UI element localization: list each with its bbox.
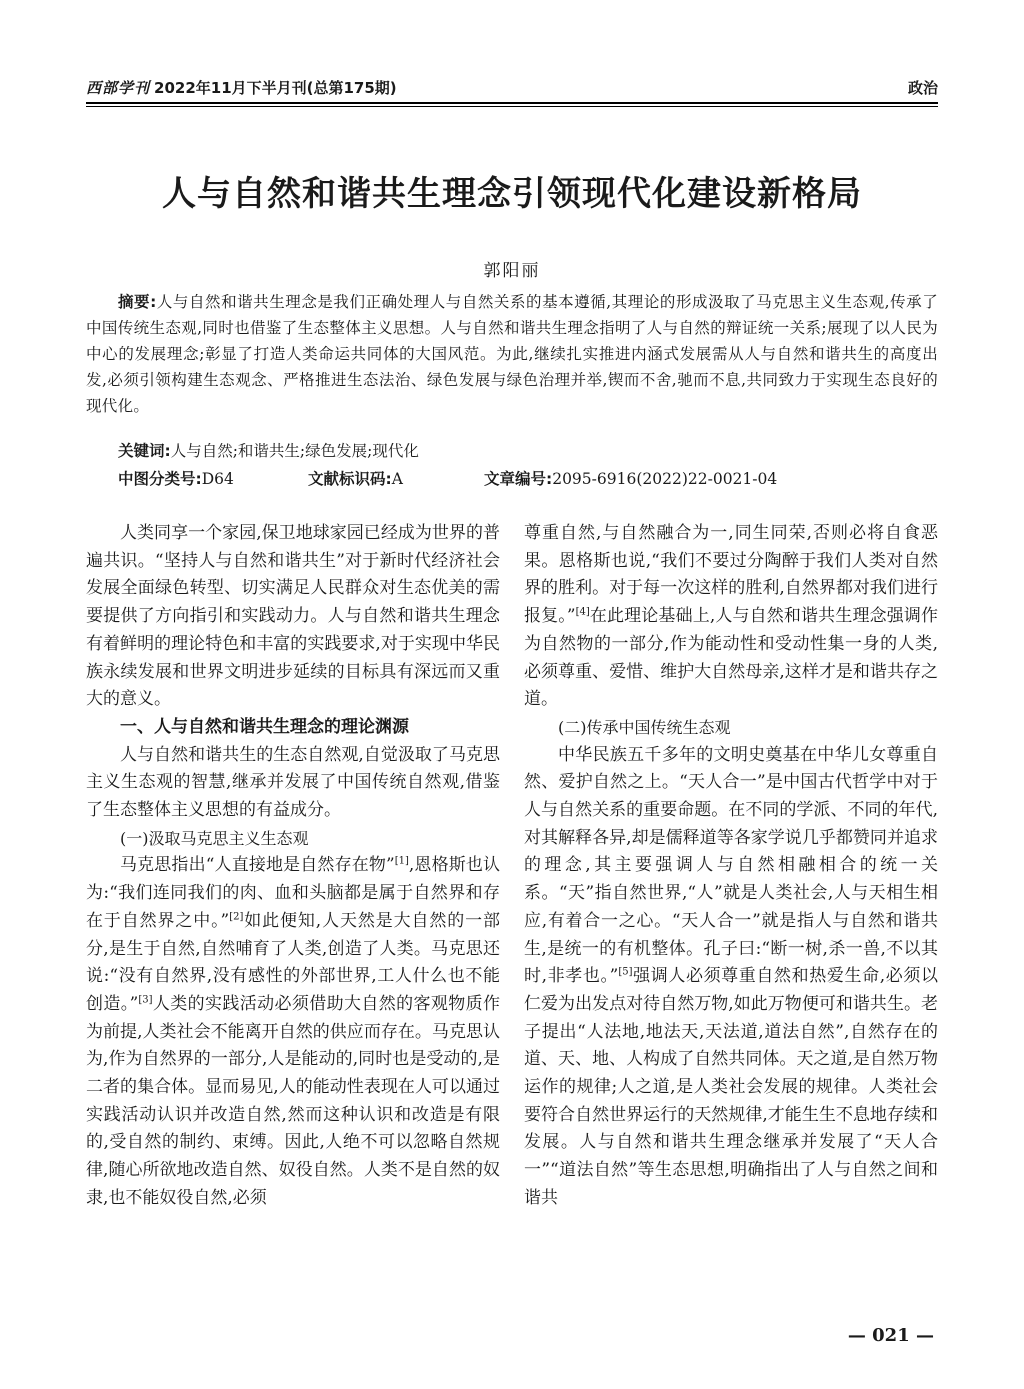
text-run: 强调人必须尊重自然和热爱生命,必须以仁爱为出发点对待自然万物,如此万物便可和谐共生。老子提出“人法地,地法天,天法道,道法自然”,自然存在的道、天、地、人构成了自然共同体。天之道,是自然万物运作的规律;人之道,是人类社会发展的规律。人类社会要符合自然世界运行的天然规律,才能生生不息地存续和发展。人与自然和谐共生理念继承并发展了“天人合一”“道法自然”等生态思想,明确指出了人与自然之间和谐共: [524, 966, 938, 1208]
paragraph: [86, 852, 500, 1212]
paragraph: 人类同享一个家园,保卫地球家园已经成为世界的普遍共识。“坚持人与自然和谐共生”对于新时代经济社会发展全面绿色转型、切实满足人民群众对生态优美的需要提供了方向指引和实践动力。人与自然和谐共生理念有着鲜明的理论特色和丰富的实践要求,对于实现中华民族永续发展和世界文明进步延续的目标具有深远而又重大的意义。: [86, 523, 500, 710]
citation-ref: [2]: [229, 911, 244, 923]
doc-value: A: [391, 470, 403, 488]
article-number-label: 文章编号:: [484, 470, 553, 488]
header-rule-thin: [86, 106, 938, 107]
citation-ref: [3]: [138, 994, 153, 1006]
article-number: [484, 466, 777, 492]
citation-ref: [5]: [618, 966, 633, 978]
text-run: ,恩格斯也认为:“我们连同我们的肉、血和头脑都是属于自然界和存在于自然界之中。”: [86, 855, 501, 931]
left-column: [86, 520, 500, 1213]
paragraph: [524, 742, 938, 1213]
doc-label: 文献标识码:: [308, 470, 392, 488]
citation-ref: [4]: [575, 606, 590, 618]
subsection-heading: (一)汲取马克思主义生态观: [120, 828, 309, 848]
abstract-label: 摘要:: [118, 293, 157, 311]
text-run: 人类的实践活动必须借助大自然的客观物质作为前提,人类社会不能离开自然的供应而存在。马克思认为,作为自然界的一部分,人是能动的,同时也是受动的,是二者的集合体。显而易见,人的能动性表现在人可以通过实践活动认识并改造自然,然而这种认识和改造是有限的,受自然的制约、束缚。因此,人绝不可以忽略自然规律,随心所欲地改造自然、奴役自然。人类不是自然的奴隶,也不能奴役自然,必须: [86, 993, 500, 1208]
page-number: — 021 —: [847, 1325, 934, 1346]
keywords: [118, 438, 938, 464]
paragraph: 人与自然和谐共生的生态自然观,自觉汲取了马克思主义生态观的智慧,继承并发展了中国传统自然观,借鉴了生态整体主义思想的有益成分。: [86, 744, 500, 821]
page-header: [86, 72, 938, 98]
right-column: [524, 520, 938, 1213]
text-run: 在此理论基础上,人与自然和谐共生理念强调作为自然物的一部分,作为能动性和受动性集一身的人类,必须尊重、爱惜、维护大自然母亲,这样才是和谐共存之道。: [524, 606, 938, 710]
article-number-value: 2095-6916(2022)22-0021-04: [552, 470, 778, 488]
keywords-label: 关键词:: [118, 442, 171, 460]
article-title: 人与自然和谐共生理念引领现代化建设新格局: [162, 174, 862, 214]
abstract-text: 人与自然和谐共生理念是我们正确处理人与自然关系的基本遵循,其理论的形成汲取了马克思主义生态观,传承了中国传统生态观,同时也借鉴了生态整体主义思想。人与自然和谐共生理念指明了人与自然的辩证统一关系;展现了以人民为中心的发展理念;彰显了打造人类命运共同体的大国风范。为此,继续扎实推进内涵式发展需从人与自然和谐共生的高度出发,必须引领构建生态观念、严格推进生态法治、绿色发展与绿色治理并举,锲而不舍,驰而不息,共同致力于实现生态良好的现代化。: [86, 293, 938, 415]
clc-number: [118, 466, 308, 492]
abstract: [86, 289, 938, 419]
text-run: 如此便知,人天然是大自然的一部分,是生于自然,自然哺育了人类,创造了人类。马克思还说:“没有自然界,没有感性的外部世界,工人什么也不能创造。”: [86, 910, 500, 1014]
text-run: 马克思指出“人直接地是自然存在物”: [120, 855, 395, 876]
text-run: 中华民族五千多年的文明史奠基在中华儿女尊重自然、爱护自然之上。“天人合一”是中国古代哲学中对于人与自然关系的重要命题。在不同的学派、不同的年代,对其解释各异,却是儒释道等各家学说几乎都赞同并追求的理念,其主要强调人与自然相融相合的统一关系。“天”指自然世界,“人”就是人类社会,人与天相生相应,有着合一之心。“天人合一”就是指人与自然和谐共生,是统一的有机整体。孔子曰:“断一树,杀一兽,不以其时,非孝也。”: [524, 744, 938, 987]
section-name: 政治: [907, 79, 938, 97]
doc-code: [308, 466, 484, 492]
citation-ref: [1]: [394, 855, 409, 867]
header-rule-thick: [86, 102, 938, 104]
article-author: 郭阳丽: [483, 261, 541, 281]
clc-label: 中图分类号:: [118, 470, 202, 488]
clc-value: D64: [201, 470, 234, 488]
paragraph: [524, 520, 938, 714]
issue-info: 2022年11月下半月刊(总第175期): [154, 79, 397, 97]
text-run: 尊重自然,与自然融合为一,同生同荣,否则必将自食恶果。恩格斯也说,“我们不要过分陶醉于我们人类对自然界的胜利。对于每一次这样的胜利,自然界都对我们进行报复。”: [524, 523, 938, 627]
section-heading: 一、人与自然和谐共生理念的理论渊源: [120, 716, 409, 737]
subsection-heading: (二)传承中国传统生态观: [558, 717, 731, 737]
article-meta: [118, 466, 938, 492]
journal-info: [86, 77, 397, 98]
keywords-text: 人与自然;和谐共生;绿色发展;现代化: [170, 442, 419, 460]
journal-logo: 西部学刊: [86, 79, 151, 97]
